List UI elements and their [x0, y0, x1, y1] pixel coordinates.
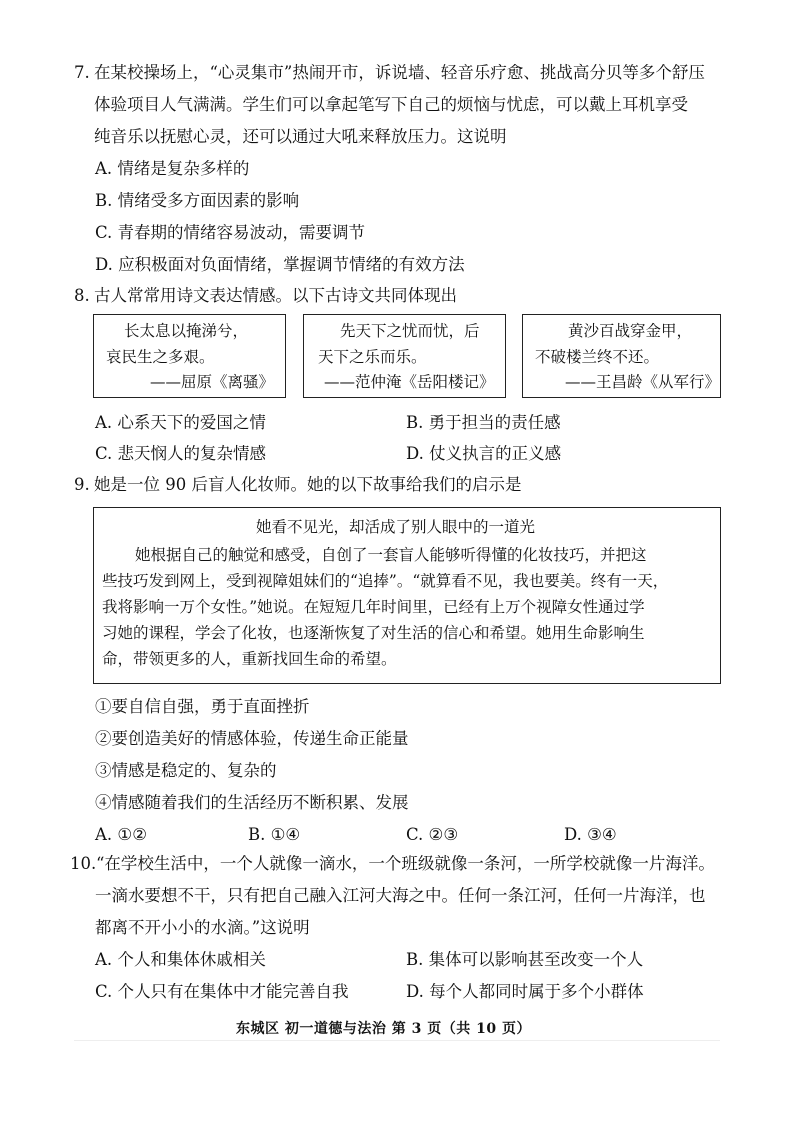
poem-box-2 [303, 314, 506, 398]
option-b: B. 勇于担当的责任感 [406, 413, 561, 432]
question-number: 8. [74, 286, 90, 305]
story-line: 我将影响一万个女性。”她说。在短短几年时间里，已经有上万个视障女性通过学 [102, 598, 645, 616]
option-b: B. ①④ [248, 825, 301, 844]
option-a: A. 心系天下的爱国之情 [95, 413, 266, 432]
story-line: 命，带领更多的人，重新找回生命的希望。 [102, 650, 397, 668]
story-line: 习她的课程，学会了化妆，也逐渐恢复了对生活的信心和希望。她用生命影响生 [102, 624, 645, 642]
question-stem-line: 纯音乐以抚慰心灵，还可以通过大吼来释放压力。这说明 [94, 127, 507, 146]
option-b: B. 集体可以影响甚至改变一个人 [406, 950, 644, 969]
story-box [93, 507, 721, 684]
poem-line: 先天下之忧而忧，后 [340, 322, 480, 340]
option-c: C. 青春期的情绪容易波动，需要调节 [95, 223, 366, 242]
question-number: 10. [70, 854, 97, 873]
poem-box-3 [522, 314, 721, 398]
question-stem-line: “在学校生活中，一个人就像一滴水，一个班级就像一条河，一所学校就像一片海洋。 [96, 854, 715, 873]
statement-4: ④情感随着我们的生活经历不断积累、发展 [95, 793, 409, 812]
poem-box-1 [93, 314, 286, 398]
poem-line: 天下之乐而乐。 [318, 348, 427, 366]
poem-source: ——屈原《离骚》 [150, 373, 275, 391]
poem-line: 哀民生之多艰。 [106, 348, 215, 366]
option-d: D. ③④ [564, 825, 617, 844]
question-number: 9. [74, 475, 90, 494]
option-a: A. 情绪是复杂多样的 [95, 159, 250, 178]
story-line: 她根据自己的触觉和感受，自创了一套盲人能够听得懂的化妆技巧，并把这 [135, 546, 647, 564]
question-number: 7. [74, 63, 90, 82]
option-b: B. 情绪受多方面因素的影响 [95, 191, 300, 210]
poem-source: ——王昌龄《从军行》 [565, 373, 721, 391]
footer-divider [74, 1040, 720, 1041]
statement-3: ③情感是稳定的、复杂的 [95, 761, 277, 780]
poem-line: 黄沙百战穿金甲， [568, 322, 693, 340]
question-stem-line: 一滴水要想不干，只有把自己融入江河大海之中。任何一条江河，任何一片海洋，也 [95, 886, 706, 905]
question-stem-line: 她是一位 90 后盲人化妆师。她的以下故事给我们的启示是 [94, 475, 522, 494]
question-stem-line: 古人常常用诗文表达情感。以下古诗文共同体现出 [94, 286, 457, 305]
option-c: C. 悲天悯人的复杂情感 [95, 444, 267, 463]
page-footer: 东城区 初一道德与法治 第 3 页（共 10 页） [236, 1021, 531, 1037]
poem-line: 长太息以掩涕兮， [124, 322, 249, 340]
poem-line: 不破楼兰终不还。 [535, 348, 660, 366]
option-d: D. 每个人都同时属于多个小群体 [406, 982, 644, 1001]
option-c: C. 个人只有在集体中才能完善自我 [95, 982, 349, 1001]
question-stem-line: 在某校操场上，“心灵集市”热闹开市，诉说墙、轻音乐疗愈、挑战高分贝等多个舒压 [94, 63, 705, 82]
option-d: D. 应积极面对负面情绪，掌握调节情绪的有效方法 [95, 255, 465, 274]
story-line: 些技巧发到网上，受到视障姐妹们的“追捧”。“就算看不见，我也要美。终有一天， [102, 572, 669, 590]
question-stem-line: 都离不开小小的水滴。”这说明 [95, 918, 310, 937]
option-a: A. 个人和集体休戚相关 [95, 950, 266, 969]
statement-2: ②要创造美好的情感体验，传递生命正能量 [95, 729, 409, 748]
statement-1: ①要自信自强，勇于直面挫折 [95, 697, 310, 716]
option-c: C. ②③ [406, 825, 459, 844]
story-title: 她看不见光，却活成了别人眼中的一道光 [256, 518, 536, 536]
option-a: A. ①② [95, 825, 147, 844]
question-stem-line: 体验项目人气满满。学生们可以拿起笔写下自己的烦恼与忧虑，可以戴上耳机享受 [94, 95, 688, 114]
option-d: D. 仗义执言的正义感 [406, 444, 562, 463]
poem-source: ——范仲淹《岳阳楼记》 [324, 373, 495, 391]
